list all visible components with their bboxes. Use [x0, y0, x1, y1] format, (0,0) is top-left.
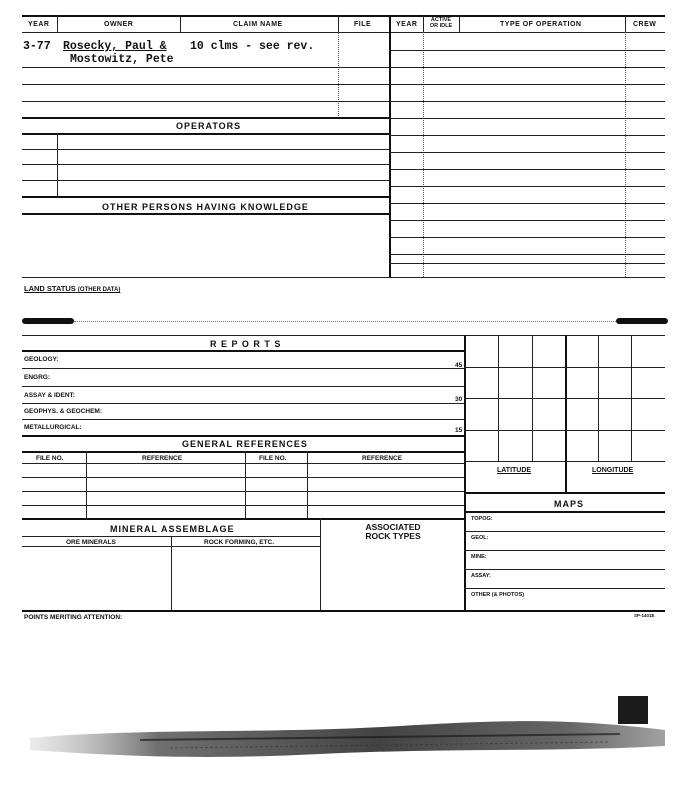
row-line: [389, 186, 665, 187]
form-number: SP-1401E: [634, 613, 655, 618]
fold-line: [74, 321, 616, 322]
col-sep: [307, 451, 308, 518]
scan-mark-left: [22, 318, 74, 324]
row-line: [22, 149, 389, 150]
engrg-label: ENGRG:: [24, 374, 50, 381]
row-line: [22, 463, 464, 464]
geology-label: GEOLOGY:: [24, 356, 59, 363]
col-sep: [625, 15, 626, 32]
maps-topog: TOPOG:: [471, 516, 493, 522]
scan-mark-right: [616, 318, 668, 324]
scale-15: 15: [455, 427, 463, 434]
row-line: [22, 451, 464, 453]
col-sep: [180, 15, 181, 32]
col-sep: [245, 451, 246, 518]
row-line: [22, 518, 464, 520]
rock-forming-label: ROCK FORMING, ETC.: [204, 539, 275, 546]
col-guide: [423, 32, 424, 277]
row-line: [464, 550, 665, 551]
row-line: [389, 84, 665, 85]
col-sep: [171, 536, 172, 610]
grid-line: [464, 461, 665, 462]
grid-line: [464, 367, 665, 368]
row-line: [22, 101, 389, 102]
header-year-2: YEAR: [396, 21, 418, 28]
general-references-heading: GENERAL REFERENCES: [182, 439, 308, 449]
latitude-label: LATITUDE: [497, 467, 532, 474]
operators-heading: OPERATORS: [176, 121, 242, 131]
header-crew: CREW: [633, 21, 657, 28]
entry-year: 3-77: [23, 40, 51, 53]
row-line: [22, 84, 389, 85]
ref-reference-1: REFERENCE: [142, 455, 183, 462]
mineral-assemblage-heading: MINERAL ASSEMBLAGE: [110, 524, 235, 534]
scale-45: 45: [455, 362, 463, 369]
maps-mine: MINE:: [471, 554, 487, 560]
maps-other: OTHER (& PHOTOS): [471, 592, 525, 598]
associated-rock-types-heading: ASSOCIATED ROCK TYPES: [365, 522, 421, 541]
row-line: [22, 403, 464, 404]
grid-line: [565, 335, 567, 492]
row-line: [22, 180, 389, 181]
bottom-border: [22, 610, 665, 612]
row-line: [22, 491, 464, 492]
row-line: [389, 118, 665, 119]
row-line: [464, 511, 665, 513]
grid-line: [464, 430, 665, 431]
entry-owner-line2: Mostowitz, Pete: [70, 53, 174, 66]
maps-geol: GEOL:: [471, 535, 489, 541]
header-type-of-operation: TYPE OF OPERATION: [500, 21, 582, 28]
scale-30: 30: [455, 396, 463, 403]
row-line: [389, 169, 665, 170]
scan-artifact: [20, 690, 670, 780]
col-sep: [57, 15, 58, 32]
col-sep: [86, 451, 87, 518]
row-line: [22, 419, 464, 420]
row-line: [464, 588, 665, 589]
row-line: [389, 135, 665, 136]
center-divider: [389, 15, 391, 278]
row-line: [22, 117, 389, 119]
row-line: [389, 263, 665, 264]
row-line: [22, 477, 464, 478]
ref-file-no-1: FILE NO.: [36, 455, 64, 462]
col-sep: [338, 15, 339, 32]
row-line: [22, 368, 464, 369]
row-line: [22, 67, 389, 68]
row-line: [22, 213, 389, 215]
ref-reference-2: REFERENCE: [362, 455, 403, 462]
row-line: [22, 164, 389, 165]
top-border: [22, 15, 665, 17]
points-meriting-attention: POINTS MERITING ATTENTION:: [24, 614, 123, 621]
row-line: [389, 220, 665, 221]
geophys-label: GEOPHYS. & GEOCHEM:: [24, 408, 103, 415]
land-status-heading: LAND STATUS (OTHER DATA): [24, 284, 121, 293]
row-line: [22, 350, 464, 352]
maps-assay: ASSAY:: [471, 573, 491, 579]
row-line: [389, 50, 665, 51]
row-line: [464, 492, 665, 494]
other-persons-heading: OTHER PERSONS HAVING KNOWLEDGE: [102, 202, 309, 212]
row-line: [22, 505, 464, 506]
metallurgical-label: METALLURGICAL:: [24, 424, 82, 431]
row-line: [464, 569, 665, 570]
header-active-or-idle: ACTIVE OR IDLE: [429, 17, 453, 29]
header-file: FILE: [354, 21, 372, 28]
header-owner: OWNER: [104, 21, 134, 28]
row-line: [389, 203, 665, 204]
grid-line: [464, 398, 665, 399]
longitude-label: LONGITUDE: [592, 467, 634, 474]
row-line: [22, 335, 665, 336]
col-sep: [423, 15, 424, 32]
maps-heading: MAPS: [554, 499, 585, 509]
row-line: [389, 101, 665, 102]
entry-claim: 10 clms - see rev.: [190, 40, 315, 53]
assay-ident-label: ASSAY & IDENT:: [24, 392, 75, 399]
col-guide: [625, 32, 626, 277]
row-line: [22, 386, 464, 387]
row-line: [22, 133, 389, 135]
row-line: [389, 67, 665, 68]
col-sep: [320, 518, 321, 610]
header-year: YEAR: [28, 21, 50, 28]
col-sep: [459, 15, 460, 32]
row-line: [389, 152, 665, 153]
row-line: [389, 237, 665, 238]
row-line: [464, 531, 665, 532]
col-guide: [338, 32, 339, 118]
row-line: [389, 254, 665, 255]
row-line: [22, 196, 389, 198]
entry-owner-line1: Rosecky, Paul &: [63, 40, 167, 53]
header-claim-name: CLAIM NAME: [233, 21, 283, 28]
row-line: [22, 435, 464, 437]
header-bottom-line: [22, 32, 665, 33]
row-line: [22, 277, 665, 278]
col-sep: [57, 133, 58, 196]
ref-file-no-2: FILE NO.: [259, 455, 287, 462]
reports-heading: R E P O R T S: [210, 339, 282, 349]
ore-minerals-label: ORE MINERALS: [66, 539, 116, 546]
